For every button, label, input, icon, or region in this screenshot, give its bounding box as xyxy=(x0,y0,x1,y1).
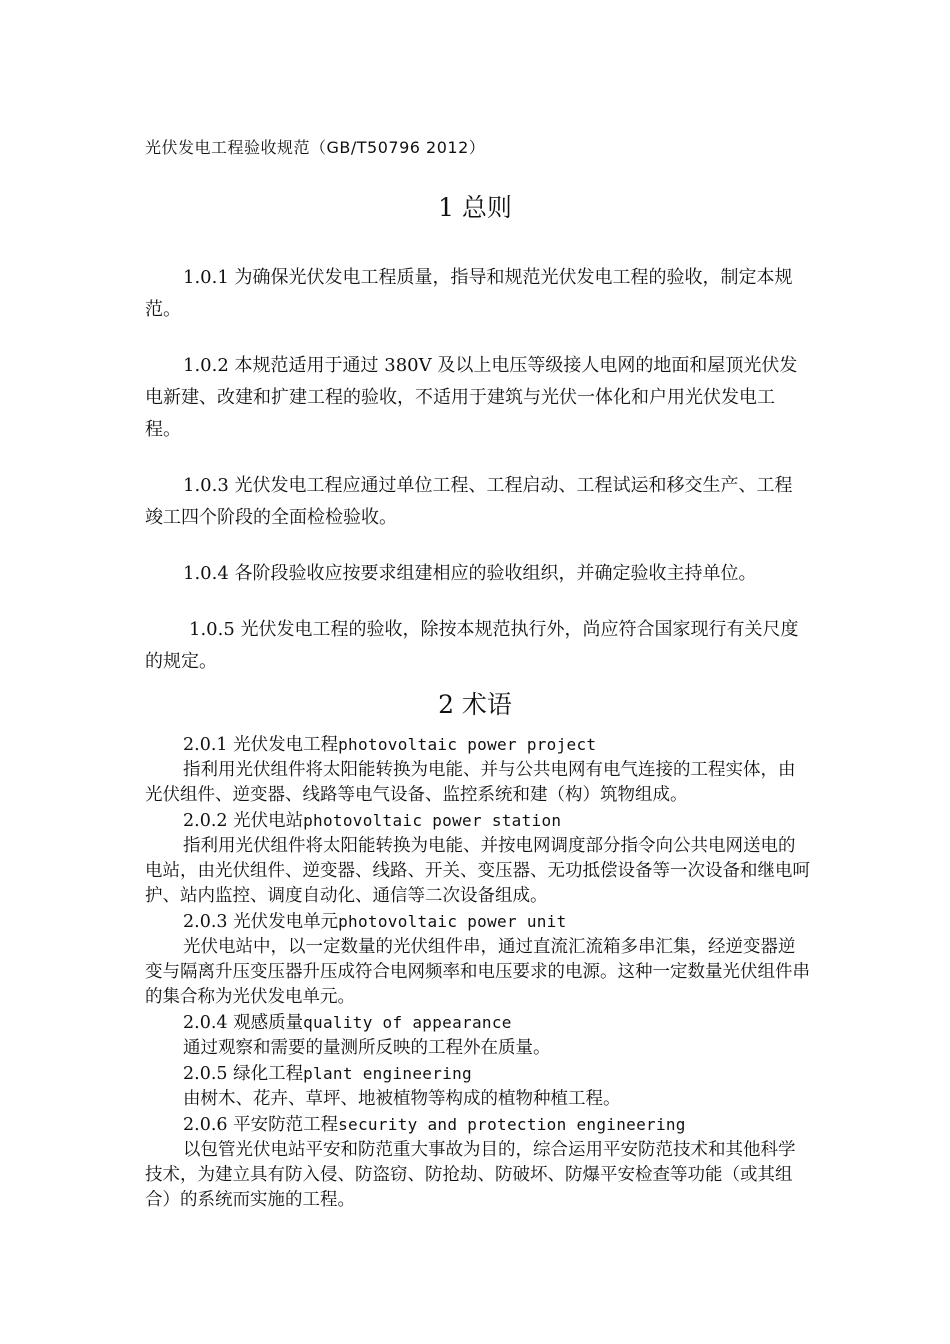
term-number-name: 2.0.5 绿化工程 xyxy=(183,1064,304,1084)
section-heading-terms: 2 术语 xyxy=(438,690,512,719)
term-english: quality of appearance xyxy=(303,1013,512,1032)
clause-1-0-3: 1.0.3 光伏发电工程应通过单位工程、工程启动、工程试运和移交生产、工程竣工四个阶段的全面检检验收。 xyxy=(145,475,793,528)
term-definition: 光伏电站中，以一定数量的光伏组件串，通过直流汇流箱多串汇集，经逆变器逆变与隔离升压变压器升压成符合电网频率和电压要求的电源。这种一定数量光伏组件串的集合称为光伏发电单元。 xyxy=(145,937,810,1007)
term-english: photovoltaic power project xyxy=(338,735,597,754)
term-number-name: 2.0.2 光伏电站 xyxy=(183,811,304,831)
term-heading xyxy=(145,909,810,935)
clause-1-0-4: 1.0.4 各阶段验收应按要求组建相应的验收组织，并确定验收主持单位。 xyxy=(183,563,757,584)
term-english: photovoltaic power station xyxy=(303,811,562,830)
term-heading xyxy=(145,808,810,834)
term-number-name: 2.0.6 平安防范工程 xyxy=(183,1115,339,1135)
term-english: security and protection engineering xyxy=(338,1115,686,1134)
term-heading xyxy=(145,732,810,758)
term-number-name: 2.0.3 光伏发电单元 xyxy=(183,912,339,932)
term-english: plant engineering xyxy=(303,1064,472,1083)
term-heading xyxy=(145,1112,810,1138)
term-definition: 指利用光伏组件将太阳能转换为电能、并按电网调度部分指令向公共电网送电的电站，由光伏组件、逆变器、线路、开关、变压器、无功抵偿设备等一次设备和继电呵护、站内监控、调度自动化、通信等二次设备组成。 xyxy=(145,836,810,906)
term-definition: 以包管光伏电站平安和防范重大事故为目的，综合运用平安防范技术和其他科学技术，为建立具有防入侵、防盗窃、防抢劫、防破坏、防爆平安检查等功能（或其组合）的系统而实施的工程。 xyxy=(145,1140,796,1210)
section-terms-body xyxy=(145,732,810,1213)
term-heading xyxy=(145,1061,810,1087)
term-english: photovoltaic power unit xyxy=(338,912,567,931)
clause-1-0-2: 1.0.2 本规范适用于通过 380V 及以上电压等级接人电网的地面和屋顶光伏发电新建、改建和扩建工程的验收，不适用于建筑与光伏一体化和户用光伏发电工程。 xyxy=(145,355,798,440)
clause-1-0-1: 1.0.1 为确保光伏发电工程质量，指导和规范光伏发电工程的验收，制定本规范。 xyxy=(145,267,793,320)
term-number-name: 2.0.4 观感质量 xyxy=(183,1013,304,1033)
section-general-body xyxy=(145,262,810,702)
term-definition: 由树木、花卉、草坪、地被植物等构成的植物种植工程。 xyxy=(183,1089,621,1109)
document-header-title: 光伏发电工程验收规范（GB/T50796 2012） xyxy=(145,138,486,157)
section-heading-general: 1 总则 xyxy=(438,193,512,222)
term-number-name: 2.0.1 光伏发电工程 xyxy=(183,735,339,755)
clause-1-0-5: 1.0.5 光伏发电工程的验收，除按本规范执行外，尚应符合国家现行有关尺度的规定。 xyxy=(145,619,799,672)
term-heading xyxy=(145,1010,810,1036)
term-definition: 指利用光伏组件将太阳能转换为电能、并与公共电网有电气连接的工程实体，由光伏组件、逆变器、线路等电气设备、监控系统和建（构）筑物组成。 xyxy=(145,760,796,805)
term-definition: 通过观察和需要的量测所反映的工程外在质量。 xyxy=(183,1038,551,1058)
